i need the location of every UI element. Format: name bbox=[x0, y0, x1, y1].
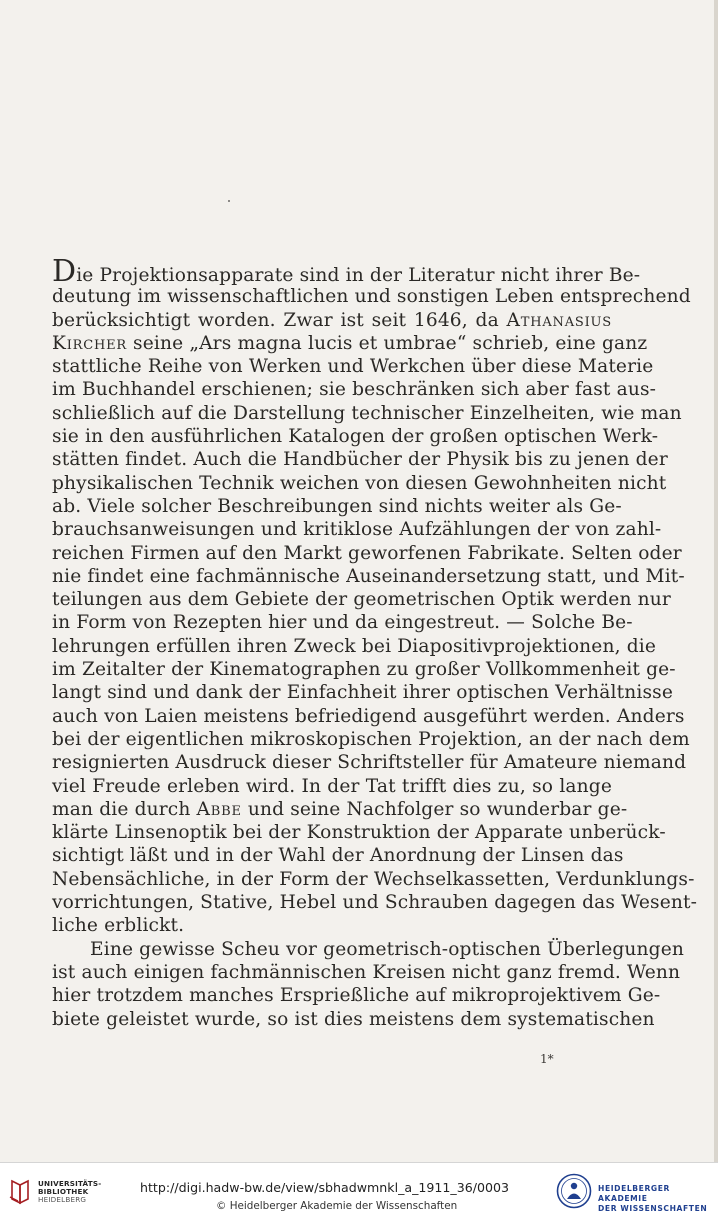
line-text: auch von Laien meistens befriedigend ausgeführt werden. Anders bbox=[52, 705, 685, 727]
text-line bbox=[52, 611, 633, 634]
text-line bbox=[52, 495, 622, 518]
text-line bbox=[52, 728, 690, 751]
line-text: klärte Linsenoptik bei der Konstruktion der Apparate unberück- bbox=[52, 822, 666, 844]
line-text: stattliche Reihe von Werken und Werkchen über diese Materie bbox=[52, 356, 654, 378]
line-text: ie Projektionsapparate sind in der Literatur nicht ihrer Be- bbox=[76, 265, 641, 286]
line-text: schließlich auf die Darstellung technischer Einzelheiten, wie man bbox=[52, 402, 682, 424]
text-line bbox=[52, 681, 673, 704]
text-line bbox=[52, 285, 691, 308]
line-text: resignierten Ausdruck dieser Schriftsteller für Amateure niemand bbox=[52, 752, 687, 774]
line-text: in Form von Rezepten hier und da eingestreut. — Solche Be- bbox=[52, 612, 633, 634]
line-text: vorrichtungen, Stative, Hebel und Schrauben dagegen das Wesent- bbox=[52, 892, 698, 914]
text-line bbox=[52, 472, 667, 495]
line-text: seine „Ars magna lucis et umbrae“ schrieb, eine ganz bbox=[126, 332, 648, 354]
footer-bar bbox=[0, 1162, 718, 1219]
line-text: brauchsanweisungen und kritiklose Aufzählungen der von zahl- bbox=[52, 519, 662, 541]
text-line bbox=[52, 751, 687, 774]
academy-name bbox=[598, 1184, 718, 1214]
drop-cap: D bbox=[52, 254, 77, 289]
line-text: und seine Nachfolger so wunderbar ge- bbox=[241, 798, 628, 820]
text-line bbox=[52, 518, 662, 541]
library-name-line-2: BIBLIOTHEK bbox=[38, 1187, 89, 1197]
line-text: hier trotzdem manches Ersprießliche auf mikroprojektivem Ge- bbox=[52, 985, 661, 1007]
text-line bbox=[52, 378, 657, 401]
text-line bbox=[52, 542, 682, 565]
line-text: bei der eigentlichen mikroskopischen Projektion, an der nach dem bbox=[52, 728, 690, 750]
line-text: sichtigt läßt und in der Wahl der Anordnung der Linsen das bbox=[52, 845, 624, 867]
text-line bbox=[52, 425, 659, 448]
text-line bbox=[52, 565, 685, 588]
text-line bbox=[52, 309, 612, 332]
line-text: Eine gewisse Scheu vor geometrisch-optischen Überlegungen bbox=[90, 938, 684, 960]
line-text: Nebensächliche, in der Form der Wechselkassetten, Verdunklungs- bbox=[52, 868, 695, 890]
line-text: ab. Viele solcher Beschreibungen sind nichts weiter als Ge- bbox=[52, 495, 622, 517]
text-line bbox=[52, 821, 666, 844]
line-text: teilungen aus dem Gebiete der geometrischen Optik werden nur bbox=[52, 589, 671, 611]
text-line bbox=[52, 984, 661, 1007]
library-name-line-3: HEIDELBERG bbox=[38, 1195, 87, 1205]
line-text: reichen Firmen auf den Markt geworfenen Fabrikate. Selten oder bbox=[52, 542, 682, 564]
text-line bbox=[52, 635, 656, 658]
text-line bbox=[52, 891, 698, 914]
small-caps-name: Athanasius bbox=[506, 309, 612, 331]
text-line bbox=[52, 1008, 655, 1031]
page-edge bbox=[714, 0, 718, 1162]
text-line bbox=[52, 798, 628, 821]
seal-icon bbox=[556, 1173, 592, 1209]
text-line bbox=[52, 658, 676, 681]
text-line bbox=[52, 868, 695, 891]
text-line bbox=[52, 961, 681, 984]
line-text: im Buchhandel erschienen; sie beschränken sich aber fast aus- bbox=[52, 379, 657, 401]
text-line bbox=[52, 402, 682, 425]
academy-name-line-1: HEIDELBERGER AKADEMIE bbox=[598, 1184, 670, 1203]
academy-name-line-2: DER WISSENSCHAFTEN bbox=[598, 1204, 708, 1213]
text-line bbox=[52, 588, 671, 611]
small-caps-name: Abbe bbox=[196, 798, 242, 820]
copyright-notice: © Heidelberger Akademie der Wissenschaften bbox=[216, 1200, 458, 1212]
library-name bbox=[38, 1180, 101, 1205]
text-line bbox=[52, 355, 654, 378]
line-text: viel Freude erleben wird. In der Tat trifft dies zu, so lange bbox=[52, 775, 612, 797]
text-line bbox=[52, 448, 668, 471]
line-text: nie findet eine fachmännische Auseinandersetzung statt, und Mit- bbox=[52, 565, 685, 587]
text-line bbox=[52, 705, 685, 728]
line-text: liche erblickt. bbox=[52, 915, 185, 937]
line-text: sie in den ausführlichen Katalogen der großen optischen Werk- bbox=[52, 426, 659, 448]
text-line bbox=[52, 775, 612, 798]
line-text: langt sind und dank der Einfachheit ihrer optischen Verhältnisse bbox=[52, 682, 673, 704]
small-caps-name: Kircher bbox=[52, 332, 127, 354]
line-text: stätten findet. Auch die Handbücher der Physik bis zu jenen der bbox=[52, 449, 668, 471]
line-text: ist auch einigen fachmännischen Kreisen nicht ganz fremd. Wenn bbox=[52, 961, 681, 983]
line-text: berücksichtigt worden. Zwar ist seit 1646, da bbox=[52, 309, 507, 331]
body-text bbox=[52, 254, 698, 1031]
page-url-link[interactable]: http://digi.hadw-bw.de/view/sbhadwmnkl_a_1911_36/0003 bbox=[140, 1180, 510, 1195]
text-line bbox=[52, 914, 612, 937]
line-text: deutung im wissenschaftlichen und sonstigen Leben entsprechend bbox=[52, 286, 691, 308]
library-name-line-1: UNIVERSITÄTS- bbox=[38, 1179, 102, 1188]
line-text: biete geleistet wurde, so ist dies meistens dem systematischen bbox=[52, 1008, 655, 1030]
text-line bbox=[52, 844, 624, 867]
page-signature: 1* bbox=[540, 1052, 554, 1066]
line-text: man die durch bbox=[52, 798, 197, 820]
line-text: physikalischen Technik weichen von diesen Gewohnheiten nicht bbox=[52, 472, 667, 494]
text-line bbox=[52, 938, 684, 961]
line-text: im Zeitalter der Kinematographen zu großer Vollkommenheit ge- bbox=[52, 659, 676, 681]
text-line bbox=[52, 332, 648, 355]
line-text: lehrungen erfüllen ihren Zweck bei Diapositivprojektionen, die bbox=[52, 635, 656, 657]
text-line bbox=[52, 254, 641, 289]
book-icon bbox=[8, 1177, 32, 1205]
print-speck bbox=[228, 200, 230, 202]
